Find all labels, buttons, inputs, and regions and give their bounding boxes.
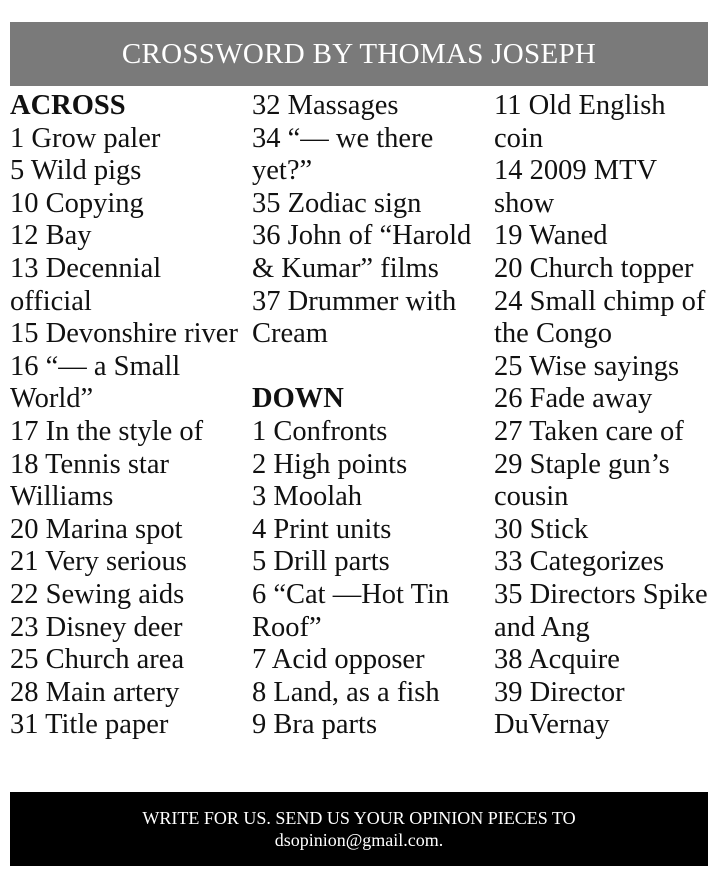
clue-item: 8 Land, as a fish	[252, 676, 440, 708]
clue-item: 26 Fade away	[494, 383, 653, 415]
clue-item: 22 Sewing aids	[10, 578, 185, 610]
section-gap	[252, 351, 488, 384]
clue-item: 24 Small chimp of the Congo	[494, 285, 706, 350]
down-heading: DOWN	[252, 383, 344, 415]
clue-item: 36 John of “Harold & Kumar” films	[252, 220, 472, 284]
clue-item: 3 Moolah	[252, 481, 363, 513]
footer-banner	[10, 792, 708, 866]
clue-item: 31 Title paper	[10, 709, 169, 741]
down-clue-list-continued	[494, 90, 710, 742]
clue-item: 12 Bay	[10, 220, 92, 252]
clue-item: 1 Confronts	[252, 415, 388, 447]
clue-item: 7 Acid opposer	[252, 644, 425, 676]
clue-item: 6 “Cat —Hot Tin Roof”	[252, 578, 450, 643]
clue-item: 1 Grow paler	[10, 122, 161, 154]
clue-item: 18 Tennis star Williams	[10, 448, 169, 513]
clue-item: 21 Very serious	[10, 546, 187, 578]
clue-item: 30 Stick	[494, 513, 589, 545]
clue-item: 25 Church area	[10, 644, 185, 676]
clue-item: 33 Categorizes	[494, 546, 665, 578]
clue-item: 13 Decennial official	[10, 252, 162, 317]
clue-item: 20 Church topper	[494, 252, 694, 284]
across-clue-list	[10, 123, 245, 742]
clue-item: 38 Acquire	[494, 644, 620, 676]
clue-item: 10 Copying	[10, 187, 144, 219]
footer-line-2: dsopinion@gmail.com.	[274, 830, 444, 850]
clue-item: 25 Wise sayings	[494, 350, 680, 382]
clue-item: 4 Print units	[252, 513, 392, 545]
across-heading: ACROSS	[10, 90, 126, 121]
clue-column-3	[494, 90, 710, 742]
clue-item: 23 Disney deer	[10, 611, 183, 643]
clue-item: 34 “— we there yet?”	[252, 122, 434, 187]
page-title: CROSSWORD BY THOMAS JOSEPH	[121, 37, 597, 70]
footer-line-1: WRITE FOR US. SEND US YOUR OPINION PIECES TO	[142, 808, 576, 828]
clue-item: 16 “— a Small World”	[10, 350, 181, 415]
clue-item: 15 Devonshire river	[10, 318, 238, 350]
clue-item: 35 Zodiac sign	[252, 187, 422, 219]
clue-column-1	[10, 90, 245, 742]
crossword-header	[10, 22, 708, 86]
clue-item: 28 Main artery	[10, 676, 180, 708]
clue-item: 5 Drill parts	[252, 546, 390, 578]
clue-column-2	[252, 90, 488, 742]
clue-item: 2 High points	[252, 448, 408, 480]
clue-item: 39 Director DuVernay	[494, 676, 625, 741]
clue-item: 17 In the style of	[10, 415, 204, 447]
clue-item: 11 Old English coin	[494, 90, 666, 154]
clue-item: 14 2009 MTV show	[494, 155, 657, 219]
clue-item: 9 Bra parts	[252, 709, 378, 741]
down-clue-list	[252, 416, 488, 742]
clue-item: 29 Staple gun’s cousin	[494, 448, 670, 513]
clue-item: 19 Waned	[494, 220, 608, 252]
clue-item: 20 Marina spot	[10, 513, 183, 545]
clue-item: 5 Wild pigs	[10, 155, 142, 187]
clue-item: 27 Taken care of	[494, 415, 684, 447]
across-clue-list-continued	[252, 90, 488, 351]
clue-item: 37 Drummer with Cream	[252, 285, 457, 350]
clue-item: 32 Massages	[252, 90, 399, 121]
clue-item: 35 Directors Spike and Ang	[494, 578, 708, 643]
